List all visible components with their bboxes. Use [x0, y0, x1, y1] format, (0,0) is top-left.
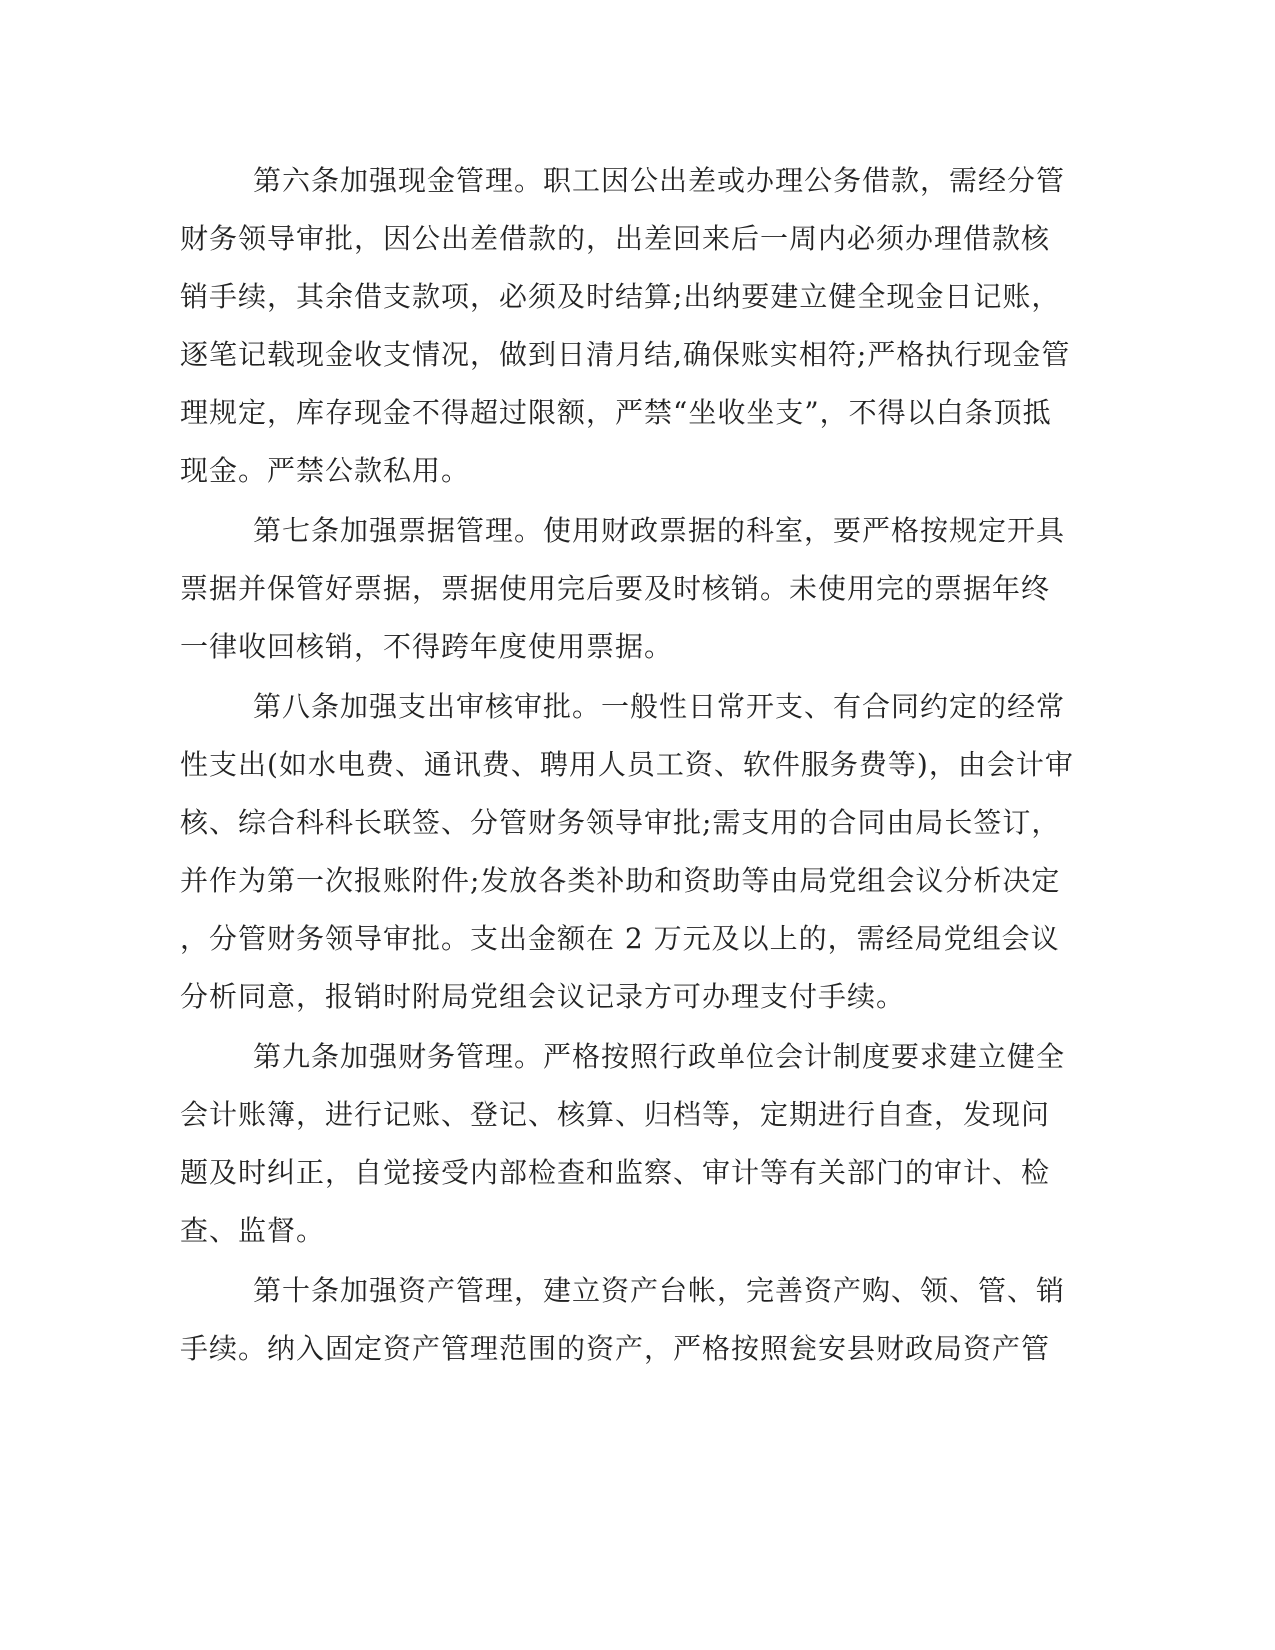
- text-line: 查、监督。: [180, 1214, 326, 1247]
- text-line: 理规定，库存现金不得超过限额，严禁“坐收坐支”，不得以白条顶抵: [180, 396, 1052, 429]
- text-line: 票据并保管好票据，票据使用完后要及时核销。未使用完的票据年终: [180, 572, 1051, 605]
- text-line: 销手续，其余借支款项，必须及时结算;出纳要建立健全现金日记账，: [180, 280, 1061, 313]
- text-line: 性支出(如水电费、通讯费、聘用人员工资、软件服务费等)，由会计审: [180, 748, 1074, 781]
- text-line: 第七条加强票据管理。使用财政票据的科室，要严格按规定开具: [253, 514, 1066, 547]
- text-line: 第八条加强支出审核审批。一般性日常开支、有合同约定的经常: [253, 690, 1066, 723]
- text-line: 并作为第一次报账附件;发放各类补助和资助等由局党组会议分析决定: [180, 864, 1061, 897]
- text-line: 分析同意，报销时附局党组会议记录方可办理支付手续。: [180, 980, 906, 1013]
- text-line: 第十条加强资产管理，建立资产台帐，完善资产购、领、管、销: [253, 1274, 1066, 1307]
- text-line: 现金。严禁公款私用。: [180, 454, 471, 487]
- text-line: 财务领导审批，因公出差借款的，出差回来后一周内必须办理借款核: [180, 222, 1051, 255]
- text-line: ，分管财务领导审批。支出金额在 2 万元及以上的，需经局党组会议: [180, 922, 1060, 955]
- text-line: 会计账簿，进行记账、登记、核算、归档等，定期进行自查，发现问: [180, 1098, 1051, 1131]
- text-line: 核、综合科科长联签、分管财务领导审批;需支用的合同由局长签订，: [180, 806, 1061, 839]
- text-line: 一律收回核销，不得跨年度使用票据。: [180, 630, 674, 663]
- text-line: 第九条加强财务管理。严格按照行政单位会计制度要求建立健全: [253, 1040, 1066, 1073]
- text-line: 手续。纳入固定资产管理范围的资产，严格按照瓮安县财政局资产管: [180, 1332, 1051, 1365]
- text-line: 第六条加强现金管理。职工因公出差或办理公务借款，需经分管: [253, 164, 1066, 197]
- text-line: 题及时纠正，自觉接受内部检查和监察、审计等有关部门的审计、检: [180, 1156, 1051, 1189]
- text-line: 逐笔记载现金收支情况，做到日清月结,确保账实相符;严格执行现金管: [180, 338, 1071, 371]
